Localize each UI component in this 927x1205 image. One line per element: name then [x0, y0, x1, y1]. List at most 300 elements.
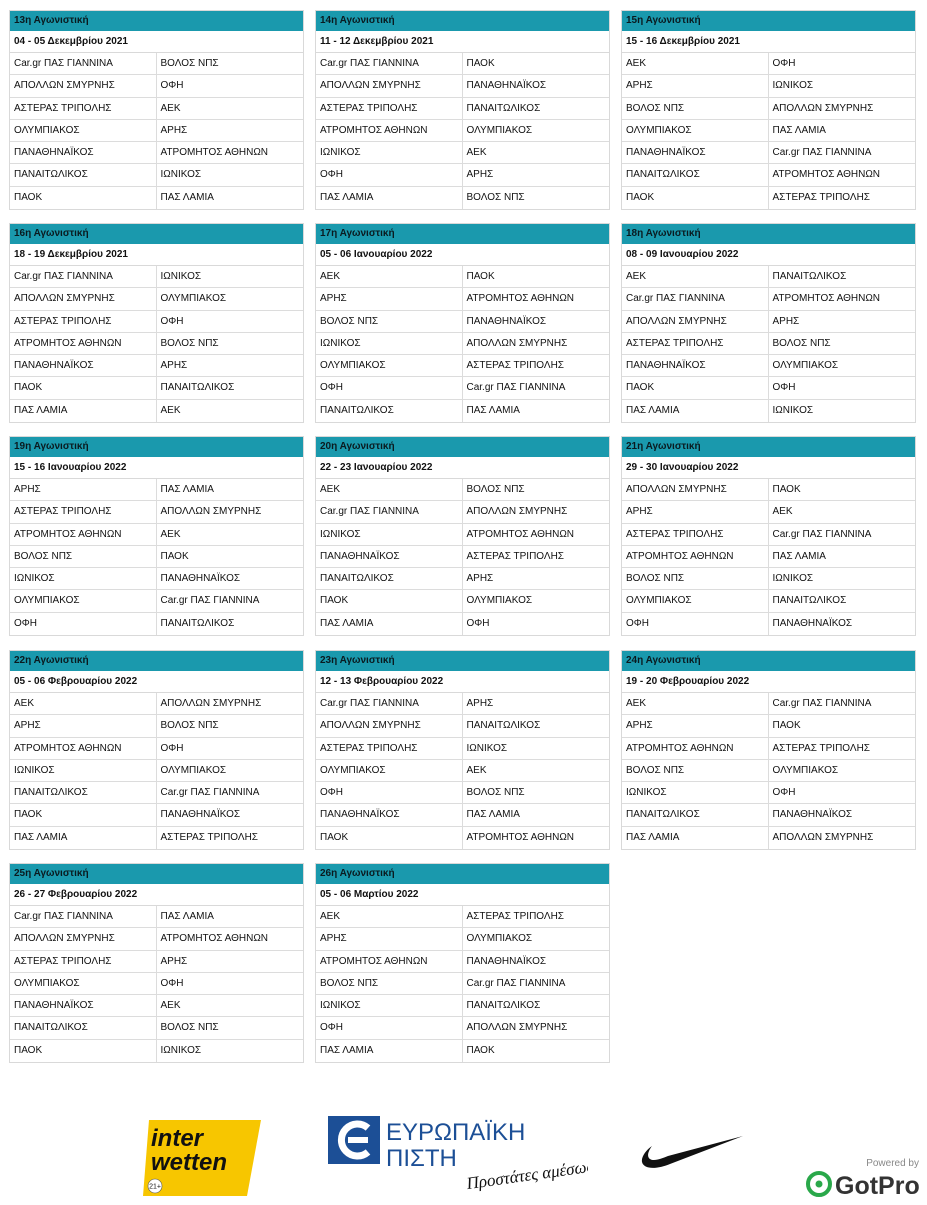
match-row: [10, 142, 303, 164]
away-team: ΒΟΛΟΣ ΝΠΣ: [772, 337, 831, 349]
home-team: ΠΑΣ ΛΑΜΙΑ: [10, 400, 157, 422]
match-row: [316, 906, 609, 928]
match-row: [316, 590, 609, 612]
match-row: [622, 782, 915, 804]
match-row: [622, 590, 915, 612]
home-team: ΠΑΣ ΛΑΜΙΑ: [622, 827, 769, 849]
home-team: ΟΛΥΜΠΙΑΚΟΣ: [10, 973, 157, 994]
match-row: [316, 1040, 609, 1062]
away-team: ΙΩΝΙΚΟΣ: [772, 404, 814, 416]
match-row: [622, 98, 915, 120]
match-row: [316, 951, 609, 973]
away-team: ΑΡΗΣ: [160, 360, 188, 372]
away-team: ΠΑΝΑΘΗΝΑΪΚΟΣ: [772, 809, 853, 821]
away-team: Car.gr ΠΑΣ ΓΙΑΝΝΙΝΑ: [466, 977, 566, 989]
away-team: ΙΩΝΙΚΟΣ: [772, 80, 814, 92]
away-team: ΠΑΝΑΙΤΩΛΙΚΟΣ: [466, 102, 541, 114]
round-title: 26η Αγωνιστική: [316, 864, 609, 884]
gotpro-name: GotPro: [835, 1172, 920, 1200]
away-team: ΟΦΗ: [466, 617, 490, 629]
match-row: [622, 738, 915, 760]
home-team: ΙΩΝΙΚΟΣ: [316, 333, 463, 354]
match-row: [10, 590, 303, 612]
away-team: ΠΑΣ ΛΑΜΙΑ: [160, 191, 214, 203]
away-team: ΑΣΤΕΡΑΣ ΤΡΙΠΟΛΗΣ: [466, 360, 564, 372]
away-team: ΑΣΤΕΡΑΣ ΤΡΙΠΟΛΗΣ: [772, 191, 870, 203]
gotpro-logo[interactable]: [805, 1158, 923, 1200]
match-row: [10, 568, 303, 590]
match-row: [10, 333, 303, 355]
round-date: 22 - 23 Ιανουαρίου 2022: [316, 457, 609, 479]
away-team: ΙΩΝΙΚΟΣ: [160, 169, 202, 181]
eurobank-logo[interactable]: [328, 1116, 588, 1200]
match-row: [622, 804, 915, 826]
match-row: [10, 1017, 303, 1039]
round-card: [621, 223, 916, 423]
away-team: Car.gr ΠΑΣ ΓΙΑΝΝΙΝΑ: [772, 147, 872, 159]
home-team: ΒΟΛΟΣ ΝΠΣ: [316, 311, 463, 332]
home-team: Car.gr ΠΑΣ ΓΙΑΝΝΙΝΑ: [316, 53, 463, 74]
home-team: ΠΑΣ ΛΑΜΙΑ: [316, 1040, 463, 1062]
round-date: 11 - 12 Δεκεμβρίου 2021: [316, 31, 609, 53]
match-row: [10, 995, 303, 1017]
away-team: ΑΕΚ: [160, 102, 181, 114]
home-team: ΑΣΤΕΡΑΣ ΤΡΙΠΟΛΗΣ: [622, 333, 769, 354]
home-team: Car.gr ΠΑΣ ΓΙΑΝΝΙΝΑ: [622, 288, 769, 309]
match-row: [10, 613, 303, 635]
home-team: ΑΕΚ: [622, 693, 769, 714]
home-team: Car.gr ΠΑΣ ΓΙΑΝΝΙΝΑ: [316, 693, 463, 714]
round-date: 18 - 19 Δεκεμβρίου 2021: [10, 244, 303, 266]
away-team: ΙΩΝΙΚΟΣ: [160, 1044, 202, 1056]
away-team: ΟΛΥΜΠΙΑΚΟΣ: [772, 764, 839, 776]
match-row: [316, 715, 609, 737]
away-team: ΠΑΝΑΘΗΝΑΪΚΟΣ: [466, 315, 547, 327]
away-team: ΑΤΡΟΜΗΤΟΣ ΑΘΗΝΩΝ: [466, 293, 575, 305]
away-team: ΒΟΛΟΣ ΝΠΣ: [160, 1022, 219, 1034]
match-row: [316, 827, 609, 849]
match-row: [316, 75, 609, 97]
home-team: ΠΑΣ ΛΑΜΙΑ: [10, 827, 157, 849]
away-team: ΑΠΟΛΛΩΝ ΣΜΥΡΝΗΣ: [466, 1022, 568, 1034]
round-date: 26 - 27 Φεβρουαρίου 2022: [10, 884, 303, 906]
home-team: Car.gr ΠΑΣ ΓΙΑΝΝΙΝΑ: [10, 53, 157, 74]
round-date: 12 - 13 Φεβρουαρίου 2022: [316, 671, 609, 693]
nike-logo[interactable]: [640, 1134, 745, 1176]
away-team: ΑΡΗΣ: [160, 124, 188, 136]
away-team: ΟΦΗ: [772, 58, 796, 69]
round-card: [9, 436, 304, 636]
home-team: ΠΑΝΑΘΗΝΑΪΚΟΣ: [10, 142, 157, 163]
match-row: [10, 1040, 303, 1062]
round-title: 20η Αγωνιστική: [316, 437, 609, 457]
home-team: ΑΕΚ: [10, 693, 157, 714]
away-team: ΙΩΝΙΚΟΣ: [772, 573, 814, 585]
match-row: [10, 973, 303, 995]
home-team: ΙΩΝΙΚΟΣ: [316, 995, 463, 1016]
round-card: [315, 863, 610, 1063]
match-row: [316, 120, 609, 142]
match-row: [316, 98, 609, 120]
match-row: [622, 53, 915, 75]
match-row: [622, 333, 915, 355]
away-team: ΟΛΥΜΠΙΑΚΟΣ: [466, 595, 533, 607]
match-row: [10, 501, 303, 523]
away-team: ΑΠΟΛΛΩΝ ΣΜΥΡΝΗΣ: [160, 506, 262, 518]
home-team: ΠΑΝΑΙΤΩΛΙΚΟΣ: [622, 164, 769, 185]
away-team: ΠΑΣ ΛΑΜΙΑ: [772, 550, 826, 562]
home-team: ΟΦΗ: [622, 613, 769, 635]
home-team: ΟΛΥΜΠΙΑΚΟΣ: [316, 355, 463, 376]
home-team: ΒΟΛΟΣ ΝΠΣ: [622, 98, 769, 119]
home-team: ΠΑΝΑΙΤΩΛΙΚΟΣ: [10, 164, 157, 185]
match-row: [316, 738, 609, 760]
away-team: ΒΟΛΟΣ ΝΠΣ: [466, 787, 525, 799]
round-date: 15 - 16 Δεκεμβρίου 2021: [622, 31, 915, 53]
interwetten-line2: wetten: [151, 1149, 228, 1176]
away-team: ΒΟΛΟΣ ΝΠΣ: [466, 484, 525, 495]
away-team: ΑΡΗΣ: [466, 573, 494, 585]
away-team: ΠΑΟΚ: [466, 1044, 495, 1056]
home-team: ΠΑΟΚ: [622, 377, 769, 398]
home-team: ΠΑΟΚ: [622, 187, 769, 209]
away-team: ΑΠΟΛΛΩΝ ΣΜΥΡΝΗΣ: [466, 337, 568, 349]
interwetten-logo[interactable]: [143, 1118, 263, 1198]
away-team: ΑΡΗΣ: [160, 955, 188, 967]
round-card: [9, 863, 304, 1063]
home-team: ΑΕΚ: [316, 266, 463, 287]
away-team: ΑΣΤΕΡΑΣ ΤΡΙΠΟΛΗΣ: [160, 831, 258, 843]
away-team: Car.gr ΠΑΣ ΓΙΑΝΝΙΝΑ: [160, 595, 260, 607]
round-title: 16η Αγωνιστική: [10, 224, 303, 244]
round-title: 24η Αγωνιστική: [622, 651, 915, 671]
home-team: ΙΩΝΙΚΟΣ: [622, 782, 769, 803]
round-title: 13η Αγωνιστική: [10, 11, 303, 31]
away-team: ΠΑΣ ΛΑΜΙΑ: [466, 404, 520, 416]
match-row: [622, 524, 915, 546]
home-team: ΟΦΗ: [10, 613, 157, 635]
match-row: [10, 311, 303, 333]
match-row: [10, 400, 303, 422]
away-team: ΠΑΟΚ: [772, 720, 801, 732]
away-team: ΑΕΚ: [466, 147, 487, 159]
away-team: ΠΑΝΑΘΗΝΑΪΚΟΣ: [160, 809, 241, 821]
away-team: ΑΣΤΕΡΑΣ ΤΡΙΠΟΛΗΣ: [466, 911, 564, 922]
match-row: [316, 995, 609, 1017]
interwetten-line1: inter: [151, 1125, 204, 1152]
home-team: ΠΑΟΚ: [316, 827, 463, 849]
match-row: [316, 333, 609, 355]
away-team: ΑΡΗΣ: [466, 169, 494, 181]
round-title: 22η Αγωνιστική: [10, 651, 303, 671]
home-team: ΑΣΤΕΡΑΣ ΤΡΙΠΟΛΗΣ: [10, 98, 157, 119]
away-team: ΠΑΝΑΘΗΝΑΪΚΟΣ: [772, 617, 853, 629]
match-row: [622, 568, 915, 590]
round-title: 18η Αγωνιστική: [622, 224, 915, 244]
away-team: ΠΑΝΑΘΗΝΑΪΚΟΣ: [160, 573, 241, 585]
home-team: ΟΛΥΜΠΙΑΚΟΣ: [316, 760, 463, 781]
match-row: [316, 377, 609, 399]
away-team: ΑΠΟΛΛΩΝ ΣΜΥΡΝΗΣ: [772, 831, 874, 843]
home-team: ΠΑΟΚ: [10, 377, 157, 398]
home-team: ΙΩΝΙΚΟΣ: [316, 142, 463, 163]
match-row: [316, 1017, 609, 1039]
match-row: [10, 715, 303, 737]
away-team: Car.gr ΠΑΣ ΓΙΑΝΝΙΝΑ: [160, 787, 260, 799]
home-team: ΑΤΡΟΜΗΤΟΣ ΑΘΗΝΩΝ: [10, 333, 157, 354]
match-row: [10, 546, 303, 568]
powered-by-label: Powered by: [866, 1158, 919, 1169]
match-row: [10, 98, 303, 120]
home-team: ΟΛΥΜΠΙΑΚΟΣ: [622, 590, 769, 611]
home-team: ΟΦΗ: [316, 782, 463, 803]
match-row: [316, 266, 609, 288]
away-team: ΑΕΚ: [160, 404, 181, 416]
match-row: [316, 355, 609, 377]
home-team: ΟΛΥΜΠΙΑΚΟΣ: [10, 120, 157, 141]
match-row: [622, 311, 915, 333]
home-team: ΑΡΗΣ: [316, 288, 463, 309]
away-team: ΟΦΗ: [772, 787, 796, 799]
away-team: ΑΕΚ: [466, 764, 487, 776]
match-row: [10, 524, 303, 546]
match-row: [622, 501, 915, 523]
home-team: ΠΑΝΑΘΗΝΑΪΚΟΣ: [10, 995, 157, 1016]
match-row: [316, 613, 609, 635]
match-row: [622, 546, 915, 568]
match-row: [622, 479, 915, 501]
match-row: [316, 928, 609, 950]
home-team: ΟΛΥΜΠΙΑΚΟΣ: [10, 590, 157, 611]
away-team: Car.gr ΠΑΣ ΓΙΑΝΝΙΝΑ: [772, 698, 872, 709]
match-row: [622, 142, 915, 164]
away-team: ΑΣΤΕΡΑΣ ΤΡΙΠΟΛΗΣ: [772, 742, 870, 754]
match-row: [622, 715, 915, 737]
match-row: [10, 288, 303, 310]
match-row: [622, 760, 915, 782]
away-team: ΠΑΝΑΙΤΩΛΙΚΟΣ: [466, 1000, 541, 1012]
match-row: [10, 164, 303, 186]
home-team: ΑΠΟΛΛΩΝ ΣΜΥΡΝΗΣ: [10, 75, 157, 96]
match-row: [316, 973, 609, 995]
away-team: ΑΠΟΛΛΩΝ ΣΜΥΡΝΗΣ: [772, 102, 874, 114]
away-team: ΠΑΟΚ: [466, 271, 495, 282]
away-team: ΑΤΡΟΜΗΤΟΣ ΑΘΗΝΩΝ: [466, 528, 575, 540]
home-team: ΒΟΛΟΣ ΝΠΣ: [316, 973, 463, 994]
home-team: ΠΑΝΑΙΤΩΛΙΚΟΣ: [622, 804, 769, 825]
home-team: ΑΡΗΣ: [622, 501, 769, 522]
away-team: ΟΦΗ: [160, 977, 184, 989]
match-row: [10, 75, 303, 97]
round-card: [9, 650, 304, 850]
home-team: ΠΑΟΚ: [10, 1040, 157, 1062]
home-team: ΠΑΟΚ: [316, 590, 463, 611]
home-team: ΠΑΣ ΛΑΜΙΑ: [316, 613, 463, 635]
home-team: ΑΠΟΛΛΩΝ ΣΜΥΡΝΗΣ: [622, 479, 769, 500]
away-team: ΠΑΣ ΛΑΜΙΑ: [466, 809, 520, 821]
home-team: ΑΤΡΟΜΗΤΟΣ ΑΘΗΝΩΝ: [622, 738, 769, 759]
away-team: ΑΡΗΣ: [466, 698, 494, 709]
home-team: ΑΠΟΛΛΩΝ ΣΜΥΡΝΗΣ: [10, 928, 157, 949]
away-team: ΠΑΝΑΘΗΝΑΪΚΟΣ: [466, 80, 547, 92]
away-team: ΙΩΝΙΚΟΣ: [466, 742, 508, 754]
home-team: Car.gr ΠΑΣ ΓΙΑΝΝΙΝΑ: [10, 266, 157, 287]
home-team: ΠΑΝΑΙΤΩΛΙΚΟΣ: [10, 782, 157, 803]
match-row: [622, 266, 915, 288]
away-team: ΟΛΥΜΠΙΑΚΟΣ: [772, 360, 839, 372]
home-team: ΠΑΝΑΘΗΝΑΪΚΟΣ: [316, 546, 463, 567]
home-team: ΠΑΝΑΙΤΩΛΙΚΟΣ: [316, 400, 463, 422]
match-row: [622, 164, 915, 186]
match-row: [622, 355, 915, 377]
round-date: 08 - 09 Ιανουαρίου 2022: [622, 244, 915, 266]
home-team: ΑΤΡΟΜΗΤΟΣ ΑΘΗΝΩΝ: [316, 951, 463, 972]
match-row: [10, 782, 303, 804]
home-team: ΑΠΟΛΛΩΝ ΣΜΥΡΝΗΣ: [316, 75, 463, 96]
away-team: ΑΣΤΕΡΑΣ ΤΡΙΠΟΛΗΣ: [466, 550, 564, 562]
home-team: ΟΛΥΜΠΙΑΚΟΣ: [622, 120, 769, 141]
home-team: ΠΑΝΑΙΤΩΛΙΚΟΣ: [316, 568, 463, 589]
home-team: ΑΣΤΕΡΑΣ ΤΡΙΠΟΛΗΣ: [10, 501, 157, 522]
match-row: [622, 377, 915, 399]
match-row: [10, 377, 303, 399]
home-team: ΠΑΣ ΛΑΜΙΑ: [316, 187, 463, 209]
away-team: ΠΑΝΑΙΤΩΛΙΚΟΣ: [772, 271, 847, 282]
home-team: ΑΤΡΟΜΗΤΟΣ ΑΘΗΝΩΝ: [316, 120, 463, 141]
match-row: [316, 568, 609, 590]
home-team: ΠΑΝΑΘΗΝΑΪΚΟΣ: [622, 355, 769, 376]
away-team: ΠΑΣ ΛΑΜΙΑ: [160, 911, 214, 922]
round-date: 04 - 05 Δεκεμβρίου 2021: [10, 31, 303, 53]
home-team: ΑΠΟΛΛΩΝ ΣΜΥΡΝΗΣ: [622, 311, 769, 332]
away-team: ΠΑΣ ΛΑΜΙΑ: [160, 484, 214, 495]
round-date: 05 - 06 Φεβρουαρίου 2022: [10, 671, 303, 693]
home-team: ΑΣΤΕΡΑΣ ΤΡΙΠΟΛΗΣ: [316, 98, 463, 119]
away-team: ΑΤΡΟΜΗΤΟΣ ΑΘΗΝΩΝ: [772, 293, 881, 305]
away-team: ΒΟΛΟΣ ΝΠΣ: [160, 337, 219, 349]
match-row: [10, 355, 303, 377]
home-team: ΟΦΗ: [316, 377, 463, 398]
home-team: ΑΠΟΛΛΩΝ ΣΜΥΡΝΗΣ: [10, 288, 157, 309]
home-team: ΑΤΡΟΜΗΤΟΣ ΑΘΗΝΩΝ: [10, 524, 157, 545]
match-row: [10, 266, 303, 288]
away-team: ΑΕΚ: [160, 528, 181, 540]
match-row: [316, 546, 609, 568]
away-team: ΟΦΗ: [160, 742, 184, 754]
home-team: ΙΩΝΙΚΟΣ: [10, 568, 157, 589]
match-row: [10, 804, 303, 826]
age-badge: 21+: [149, 1183, 161, 1191]
match-row: [10, 738, 303, 760]
home-team: ΑΡΗΣ: [622, 715, 769, 736]
away-team: ΟΦΗ: [772, 382, 796, 394]
away-team: ΑΤΡΟΜΗΤΟΣ ΑΘΗΝΩΝ: [160, 147, 269, 159]
away-team: ΠΑΝΑΙΤΩΛΙΚΟΣ: [772, 595, 847, 607]
home-team: ΟΦΗ: [316, 1017, 463, 1038]
match-row: [10, 928, 303, 950]
home-team: ΑΤΡΟΜΗΤΟΣ ΑΘΗΝΩΝ: [622, 546, 769, 567]
round-card: [621, 436, 916, 636]
home-team: Car.gr ΠΑΣ ΓΙΑΝΝΙΝΑ: [10, 906, 157, 927]
round-card: [9, 223, 304, 423]
round-title: 21η Αγωνιστική: [622, 437, 915, 457]
match-row: [10, 53, 303, 75]
home-team: ΠΑΝΑΘΗΝΑΪΚΟΣ: [316, 804, 463, 825]
home-team: ΑΕΚ: [622, 266, 769, 287]
home-team: ΑΡΗΣ: [10, 479, 157, 500]
round-card: [315, 10, 610, 210]
round-date: 19 - 20 Φεβρουαρίου 2022: [622, 671, 915, 693]
round-title: 19η Αγωνιστική: [10, 437, 303, 457]
match-row: [316, 311, 609, 333]
home-team: ΠΑΝΑΘΗΝΑΪΚΟΣ: [622, 142, 769, 163]
home-team: ΑΕΚ: [316, 906, 463, 927]
home-team: ΠΑΣ ΛΑΜΙΑ: [622, 400, 769, 422]
match-row: [316, 782, 609, 804]
away-team: ΒΟΛΟΣ ΝΠΣ: [160, 720, 219, 732]
home-team: ΒΟΛΟΣ ΝΠΣ: [10, 546, 157, 567]
home-team: ΙΩΝΙΚΟΣ: [10, 760, 157, 781]
home-team: ΑΣΤΕΡΑΣ ΤΡΙΠΟΛΗΣ: [10, 311, 157, 332]
away-team: ΠΑΣ ΛΑΜΙΑ: [772, 124, 826, 136]
home-team: ΑΡΗΣ: [622, 75, 769, 96]
round-card: [621, 650, 916, 850]
match-row: [622, 288, 915, 310]
match-row: [10, 479, 303, 501]
home-team: ΠΑΝΑΘΗΝΑΪΚΟΣ: [10, 355, 157, 376]
home-team: ΑΠΟΛΛΩΝ ΣΜΥΡΝΗΣ: [316, 715, 463, 736]
round-card: [9, 10, 304, 210]
away-team: ΟΦΗ: [160, 80, 184, 92]
home-team: ΑΡΗΣ: [10, 715, 157, 736]
home-team: ΑΣΤΕΡΑΣ ΤΡΙΠΟΛΗΣ: [316, 738, 463, 759]
home-team: ΑΕΚ: [316, 479, 463, 500]
match-row: [316, 164, 609, 186]
away-team: ΙΩΝΙΚΟΣ: [160, 271, 202, 282]
away-team: ΠΑΝΑΙΤΩΛΙΚΟΣ: [160, 617, 235, 629]
match-row: [316, 53, 609, 75]
match-row: [316, 760, 609, 782]
away-team: ΠΑΟΚ: [160, 550, 189, 562]
match-row: [316, 142, 609, 164]
home-team: ΟΦΗ: [316, 164, 463, 185]
swoosh-icon: [640, 1134, 745, 1176]
away-team: ΑΤΡΟΜΗΤΟΣ ΑΘΗΝΩΝ: [160, 933, 269, 945]
match-row: [316, 400, 609, 422]
match-row: [316, 479, 609, 501]
match-row: [10, 693, 303, 715]
round-title: 25η Αγωνιστική: [10, 864, 303, 884]
match-row: [10, 827, 303, 849]
away-team: ΟΛΥΜΠΙΑΚΟΣ: [466, 933, 533, 945]
match-row: [316, 288, 609, 310]
round-date: 05 - 06 Μαρτίου 2022: [316, 884, 609, 906]
round-card: [315, 650, 610, 850]
away-team: ΠΑΝΑΘΗΝΑΪΚΟΣ: [466, 955, 547, 967]
home-team: ΠΑΟΚ: [10, 804, 157, 825]
away-team: ΠΑΝΑΙΤΩΛΙΚΟΣ: [160, 382, 235, 394]
away-team: ΑΤΡΟΜΗΤΟΣ ΑΘΗΝΩΝ: [772, 169, 881, 181]
round-title: 17η Αγωνιστική: [316, 224, 609, 244]
away-team: ΟΦΗ: [160, 315, 184, 327]
match-row: [10, 187, 303, 209]
away-team: ΠΑΟΚ: [772, 484, 801, 495]
eurobank-slogan: Προστάτες αμέσως!: [465, 1155, 588, 1194]
round-title: 23η Αγωνιστική: [316, 651, 609, 671]
match-row: [10, 120, 303, 142]
match-row: [622, 827, 915, 849]
match-row: [316, 187, 609, 209]
